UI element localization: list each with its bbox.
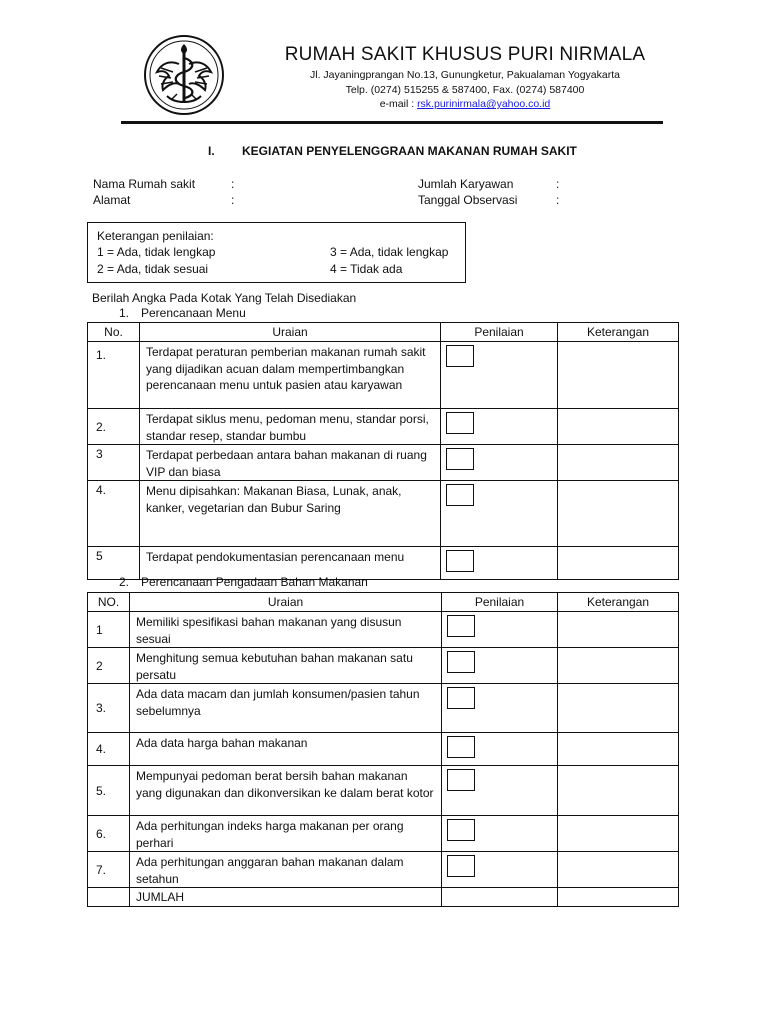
keterangan-cell[interactable]	[558, 445, 679, 481]
hospital-name: RUMAH SAKIT KHUSUS PURI NIRMALA	[284, 44, 646, 65]
section-title: KEGIATAN PENYELENGGRAAN MAKANAN RUMAH SAKIT	[242, 144, 577, 158]
table-row	[88, 766, 679, 816]
jumlah-karyawan-label: Jumlah Karyawan	[418, 177, 514, 191]
row-number: 2	[88, 648, 130, 684]
keterangan-cell[interactable]	[558, 648, 679, 684]
penilaian-cell	[441, 481, 558, 547]
table-row	[88, 648, 679, 684]
keterangan-cell[interactable]	[558, 612, 679, 648]
row-number: 2.	[88, 409, 140, 445]
total-penilaian-cell[interactable]	[442, 888, 558, 907]
keterangan-cell[interactable]	[558, 342, 679, 409]
email-label: e-mail :	[379, 98, 418, 110]
row-description: Menghitung semua kebutuhan bahan makanan satu persatu	[130, 648, 442, 684]
score-input-box[interactable]	[446, 345, 474, 367]
table-row	[88, 445, 679, 481]
row-description: Ada data harga bahan makanan	[130, 733, 442, 766]
legend-item: 1 = Ada, tidak lengkap	[97, 245, 216, 259]
alamat-label: Alamat	[93, 193, 131, 207]
keterangan-cell[interactable]	[558, 409, 679, 445]
col-header-no: NO.	[88, 593, 130, 612]
table-row	[88, 852, 679, 888]
table-perencanaan-menu	[87, 322, 679, 580]
table2-heading: Perencanaan Pengadaan Bahan Makanan	[141, 575, 368, 589]
row-number: 1	[88, 612, 130, 648]
table-row	[88, 612, 679, 648]
score-input-box[interactable]	[447, 855, 475, 877]
legend-item: 2 = Ada, tidak sesuai	[97, 262, 209, 276]
col-header-keterangan: Keterangan	[558, 593, 679, 612]
keterangan-cell[interactable]	[558, 733, 679, 766]
row-number: 5.	[88, 766, 130, 816]
row-number: 1.	[88, 342, 140, 409]
keterangan-cell[interactable]	[558, 766, 679, 816]
keterangan-cell[interactable]	[558, 684, 679, 733]
row-description: Ada perhitungan anggaran bahan makanan dalam setahun	[130, 852, 442, 888]
col-header-keterangan: Keterangan	[558, 323, 679, 342]
score-input-box[interactable]	[446, 550, 474, 572]
jumlah-colon: :	[556, 177, 560, 191]
total-row	[88, 888, 679, 907]
tanggal-observasi-label: Tanggal Observasi	[418, 193, 518, 207]
penilaian-cell	[442, 766, 558, 816]
score-input-box[interactable]	[447, 819, 475, 841]
score-input-box[interactable]	[447, 769, 475, 791]
penilaian-cell	[441, 445, 558, 481]
email-link[interactable]: rsk.purinirmala@yahoo.co.id	[417, 98, 551, 110]
total-keterangan-cell[interactable]	[558, 888, 679, 907]
legend-item: 3 = Ada, tidak lengkap	[330, 245, 449, 259]
section-number: I.	[208, 144, 215, 158]
legend-title: Keterangan penilaian:	[97, 229, 214, 243]
col-header-uraian: Uraian	[130, 593, 442, 612]
nama-colon: :	[231, 177, 235, 191]
score-input-box[interactable]	[446, 484, 474, 506]
row-description: Memiliki spesifikasi bahan makanan yang disusun sesuai	[130, 612, 442, 648]
row-description: Terdapat peraturan pemberian makanan rumah sakit yang dijadikan acuan dalam mempertimbangkan perencanaan menu untuk pasien atau karyawan	[140, 342, 441, 409]
table-row	[88, 409, 679, 445]
table-row	[88, 342, 679, 409]
hospital-email-line	[240, 98, 690, 110]
penilaian-cell	[442, 852, 558, 888]
row-number: 5	[88, 547, 140, 580]
row-description: Terdapat perbedaan antara bahan makanan di ruang VIP dan biasa	[140, 445, 441, 481]
row-description: Mempunyai pedoman berat bersih bahan makanan yang digunakan dan dikonversikan ke dalam berat kotor	[130, 766, 442, 816]
keterangan-cell[interactable]	[558, 852, 679, 888]
tanggal-colon: :	[556, 193, 560, 207]
penilaian-cell	[441, 409, 558, 445]
row-number: 3.	[88, 684, 130, 733]
row-description: Terdapat pendokumentasian perencanaan menu	[140, 547, 441, 580]
row-number: 6.	[88, 816, 130, 852]
keterangan-cell[interactable]	[558, 816, 679, 852]
nama-rumah-sakit-label: Nama Rumah sakit	[93, 177, 196, 191]
header-divider	[121, 121, 663, 124]
penilaian-cell	[441, 547, 558, 580]
keterangan-cell[interactable]	[558, 547, 679, 580]
score-input-box[interactable]	[446, 412, 474, 434]
score-input-box[interactable]	[446, 448, 474, 470]
penilaian-cell	[442, 684, 558, 733]
penilaian-cell	[442, 733, 558, 766]
row-number: 7.	[88, 852, 130, 888]
keterangan-cell[interactable]	[558, 481, 679, 547]
row-number: 3	[88, 445, 140, 481]
penilaian-cell	[442, 612, 558, 648]
table-pengadaan-bahan	[87, 592, 679, 907]
table-row	[88, 684, 679, 733]
row-description: Terdapat siklus menu, pedoman menu, standar porsi, standar resep, standar bumbu	[140, 409, 441, 445]
alamat-colon: :	[231, 193, 235, 207]
penilaian-cell	[441, 342, 558, 409]
score-input-box[interactable]	[447, 615, 475, 637]
total-label: JUMLAH	[130, 888, 442, 907]
row-number: 4.	[88, 733, 130, 766]
col-header-uraian: Uraian	[140, 323, 441, 342]
score-input-box[interactable]	[447, 687, 475, 709]
col-header-penilaian: Penilaian	[441, 323, 558, 342]
col-header-penilaian: Penilaian	[442, 593, 558, 612]
penilaian-cell	[442, 816, 558, 852]
instruction-text: Berilah Angka Pada Kotak Yang Telah Disediakan	[92, 291, 357, 305]
table-row	[88, 481, 679, 547]
table-row	[88, 816, 679, 852]
row-description: Ada data macam dan jumlah konsumen/pasien tahun sebelumnya	[130, 684, 442, 733]
row-number: 4.	[88, 481, 140, 547]
total-no-cell	[88, 888, 130, 907]
hospital-emblem-icon	[143, 34, 225, 116]
row-description: Menu dipisahkan: Makanan Biasa, Lunak, anak, kanker, vegetarian dan Bubur Saring	[140, 481, 441, 547]
hospital-phone: Telp. (0274) 515255 & 587400, Fax. (0274) 587400	[345, 84, 585, 96]
row-description: Ada perhitungan indeks harga makanan per orang perhari	[130, 816, 442, 852]
table1-heading-number: 1.	[119, 306, 130, 320]
table-row	[88, 733, 679, 766]
score-input-box[interactable]	[447, 736, 475, 758]
legend-item: 4 = Tidak ada	[330, 262, 403, 276]
score-input-box[interactable]	[447, 651, 475, 673]
penilaian-cell	[442, 648, 558, 684]
table1-heading: Perencanaan Menu	[141, 306, 246, 320]
col-header-no: No.	[88, 323, 140, 342]
table2-heading-number: 2.	[119, 575, 130, 589]
hospital-address: Jl. Jayaningprangan No.13, Gunungketur, Pakualaman Yogyakarta	[310, 69, 620, 81]
